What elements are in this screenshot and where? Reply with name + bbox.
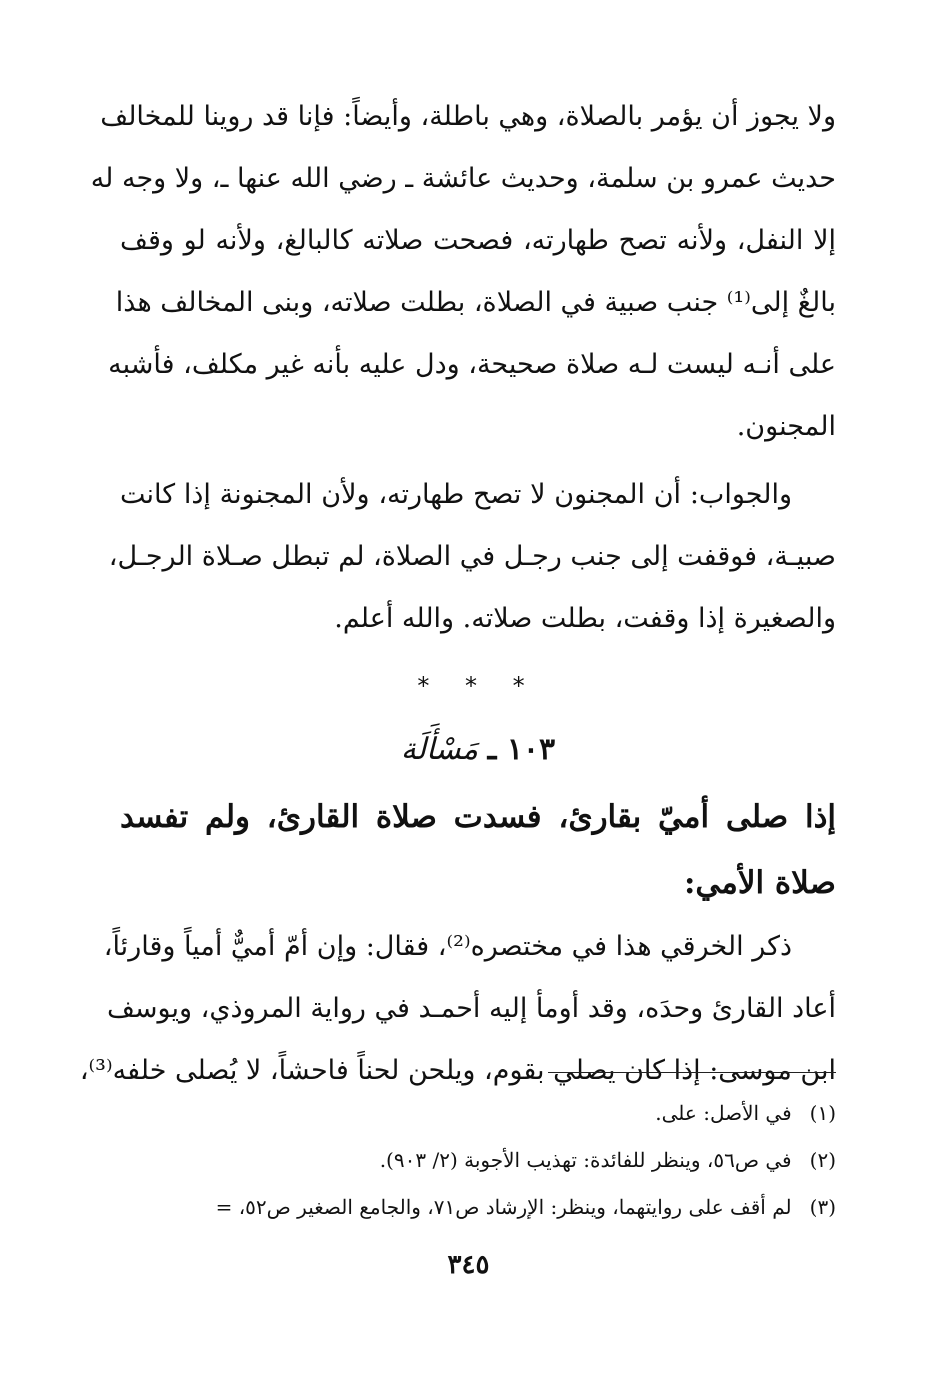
text-line: والجواب: أن المجنون لا تصح طهارته، ولأن المجنونة إذا كانت [120,479,792,510]
section-separator: * * * [417,672,539,700]
main-text [79,86,836,1108]
paragraph-1 [90,86,836,458]
masala-word: مَسْأَلَة [400,732,479,767]
masala-heading [120,716,836,784]
text-line: على أنـه ليست لـه صلاة صحيحة، ودل عليه بأنه غير مكلف، فأشبه [108,349,836,380]
footnote-text: في ص٥٦، وينظر للفائدة: تهذيب الأجوبة (٢/ ٩٠٣). [379,1148,792,1172]
text-line: المجنون. [736,411,836,442]
footnote-text: في الأصل: على. [655,1101,792,1125]
footnote-number: (١) [809,1101,836,1125]
title-line: إذا صلى أميّ بقارئ، فسدت صلاة القارئ، ولم تفسد [120,799,836,835]
masala-title [120,784,836,916]
text-line: ولا يجوز أن يؤمر بالصلاة، وهي باطلة، وأيضاً: فإنا قد روينا للمخالف [100,101,836,132]
footnote-number: (٢) [809,1148,836,1172]
footnote-divider [548,1072,836,1073]
text-line: إلا النفل، ولأنه تصح طهارته، فصحت صلاته كالبالغ، ولأنه لو وقف [120,225,836,256]
footnote [100,1137,836,1184]
footnotes [100,1090,836,1231]
footnote [100,1090,836,1137]
text-line: ذكر الخرقي هذا في مختصره⁽²⁾، فقال: وإن أمّ أميٌّ أمياً وقارئاً، [103,931,792,962]
footnote-text: لم أقف على روايتهما، وينظر: الإرشاد ص٧١، والجامع الصغير ص٥٢، = [215,1195,792,1219]
text-line: والصغيرة إذا وقفت، بطلت صلاته. والله أعلم. [334,603,836,634]
paragraph-3 [79,916,836,1102]
masala-number: ١٠٣ ـ [487,732,556,767]
text-line: أعاد القارئ وحدَه، وقد أومأ إليه أحمـد في رواية المروذي، ويوسف [106,993,836,1024]
footnote [100,1184,836,1231]
footnote-number: (٣) [809,1195,836,1219]
page-number: ٣٤٥ [447,1250,490,1280]
text-line: حديث عمرو بن سلمة، وحديث عائشة ـ رضي الله عنها ـ، ولا وجه له [90,163,836,194]
title-line: صلاة الأمي: [683,865,836,901]
text-line: بالغٌ إلى⁽¹⁾ جنب صبية في الصلاة، بطلت صلاته، وبنى المخالف هذا [115,287,836,318]
paragraph-2 [108,464,836,650]
text-line: ابن موسى: إذا كان يصلي بقوم، ويلحن لحناً فاحشاً، لا يُصلى خلفه⁽³⁾، [79,1055,836,1086]
text-line: صبيـة، فوقفت إلى جنب رجـل في الصلاة، لم تبطل صـلاة الرجـل، [108,541,836,572]
